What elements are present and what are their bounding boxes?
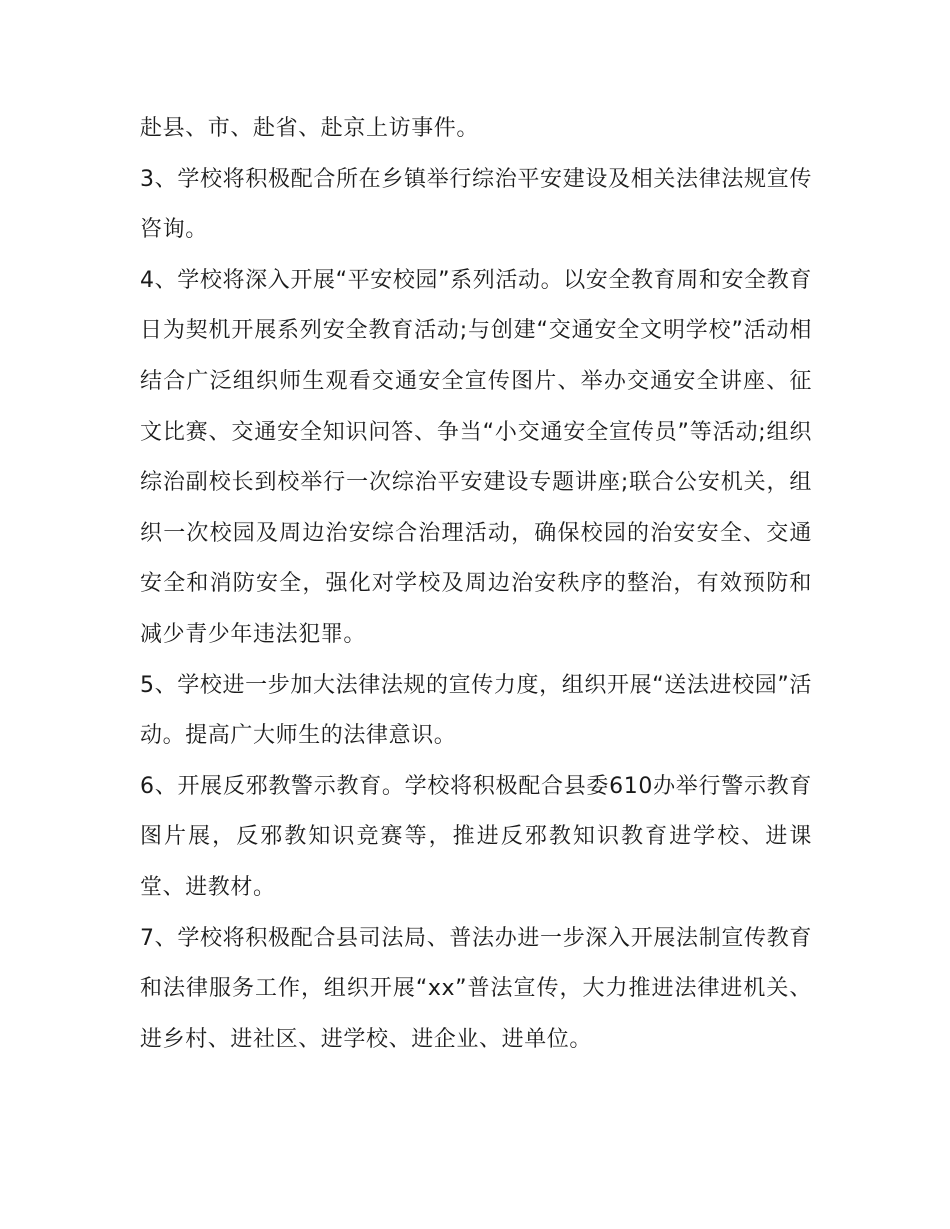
paragraph-item-3: 3、学校将积极配合所在乡镇举行综治平安建设及相关法律法规宣传咨询。 — [140, 166, 812, 243]
document-body — [140, 104, 812, 1065]
paragraph-continuation: 赴县、市、赴省、赴京上访事件。 — [140, 116, 480, 141]
paragraph-item-5: 5、学校进一步加大法律法规的宣传力度，组织开展“送法进校园”活动。提高广大师生的法律意识。 — [140, 672, 812, 749]
paragraph-item-6: 6、开展反邪教警示教育。学校将积极配合县委610办举行警示教育图片展，反邪教知识竞赛等，推进反邪教知识教育进学校、进课堂、进教材。 — [140, 773, 812, 900]
paragraph-item-7: 7、学校将积极配合县司法局、普法办进一步深入开展法制宣传教育和法律服务工作，组织开展“xx”普法宣传，大力推进法律进机关、进乡村、进社区、进学校、进企业、进单位。 — [140, 925, 812, 1052]
paragraph-item-4: 4、学校将深入开展“平安校园”系列活动。以安全教育周和安全教育日为契机开展系列安全教育活动;与创建“交通安全文明学校”活动相结合广泛组织师生观看交通安全宣传图片、举办交通安全讲座、征文比赛、交通安全知识问答、争当“小交通安全宣传员”等活动;组织综治副校长到校举行一次综治平安建设专题讲座;联合公安机关，组织一次校园及周边治安综合治理活动，确保校园的治安安全、交通安全和消防安全，强化对学校及周边治安秩序的整治，有效预防和减少青少年违法犯罪。 — [140, 267, 812, 647]
